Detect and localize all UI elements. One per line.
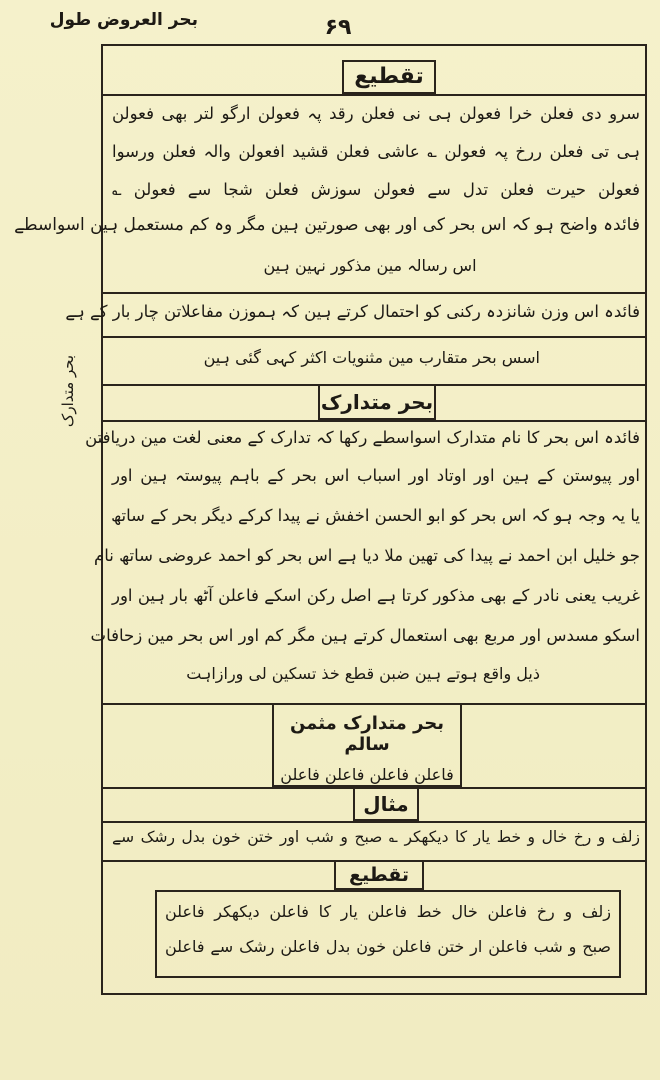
taqti-heading-2: تقطیع [334, 860, 424, 890]
meter-title: بحر متدارک مثمن سالم [289, 713, 445, 755]
misal-heading: مثال [353, 787, 419, 821]
text-line: فائدہ اس وزن شانزدہ رکنی کو احتمال کرتے ہین کہ ہموزن مفاعلاتن چار بار کے ہے [65, 302, 640, 321]
taqti-heading: تقطیع [342, 60, 436, 94]
taqti-line: صبح و شب فاعلن ار ختن فاعلن خون بدل فاعلن رشک سے فاعلن [165, 937, 611, 956]
verse-line: زلف و رخ خال و خط یار کا دیکھکر ؎ صبح و شب اور ختن خون بدل رشک سے [112, 828, 640, 846]
divider [101, 821, 647, 823]
page-number: ۶۹ [324, 15, 352, 40]
running-title: بحر العروض طول [49, 10, 198, 30]
taqti-box [155, 890, 621, 978]
text-line: جو خلیل ابن احمد نے پیدا کی تھین ملا دیا ہے اس بحر کو احمد عروضی ساتھ نام [94, 546, 640, 565]
text-line: فائدہ واضح ہو کہ اس بحر کی اور بھی صورتین ہین مگر وہ کم مستعمل ہین اسواسطے [14, 215, 640, 235]
text-line: اسکو مسدس اور مربع بھی استعمال کرتے ہین مگر کم اور اس بحر مین زحافات [90, 626, 640, 645]
text-line: اور پیوستن کے ہین اور اوتاد اور اسباب اس بحر کے باہم پیوستہ ہین اور [112, 466, 640, 485]
mutadarik-heading: بحر متدارک [318, 384, 436, 420]
text-line: یا یہ وجہ ہو کہ اس بحر کو ابو الحسن اخفش نے پیدا کرکے دیگر بحر کے ساتھ [111, 506, 640, 525]
mutadarik-salim-box [272, 703, 462, 787]
margin-note: بحر متدارک [59, 354, 77, 428]
meter-arkan: فاعلن فاعلن فاعلن فاعلن [280, 765, 454, 784]
divider [101, 420, 647, 422]
text-line: ہی تی فعلن ررخ پہ فعولن ؎ عاشی فعلن قشید افعولن والہ فعلن ورسوا [112, 142, 640, 161]
text-line: سرو دی فعلن خرا فعولن ہی نی فعلن رقد پہ فعولن ارگو لتر بھی فعولن [112, 104, 640, 123]
text-line: اسس بحر متقارب مین مثنویات اکثر کہی گئی ہین [203, 348, 540, 367]
divider [101, 94, 647, 96]
text-line: اس رسالہ مین مذکور نہین ہین [263, 256, 477, 275]
text-line: فائدہ اس بحر کا نام متدارک اسواسطے رکھا کہ تدارک کے معنی لغت مین دریافتن [85, 428, 640, 447]
divider [101, 336, 647, 338]
text-line: فعولن حیرت فعلن تدل سے فعولن سوزش فعلن شجا سے فعولن ؎ [112, 180, 640, 199]
text-line: ذیل واقع ہوتے ہین ضبن قطع خذ تسکین لی ورازاہت [186, 664, 540, 683]
taqti-line: زلف و رخ فاعلن خال خط فاعلن یار کا فاعلن دیکھکر فاعلن [165, 902, 611, 921]
divider [101, 292, 647, 294]
text-line: غریب یعنی نادر کے بھی مذکور کرتا ہے اصل رکن اسکے فاعلن آٹھ بار ہین اور [112, 586, 640, 605]
